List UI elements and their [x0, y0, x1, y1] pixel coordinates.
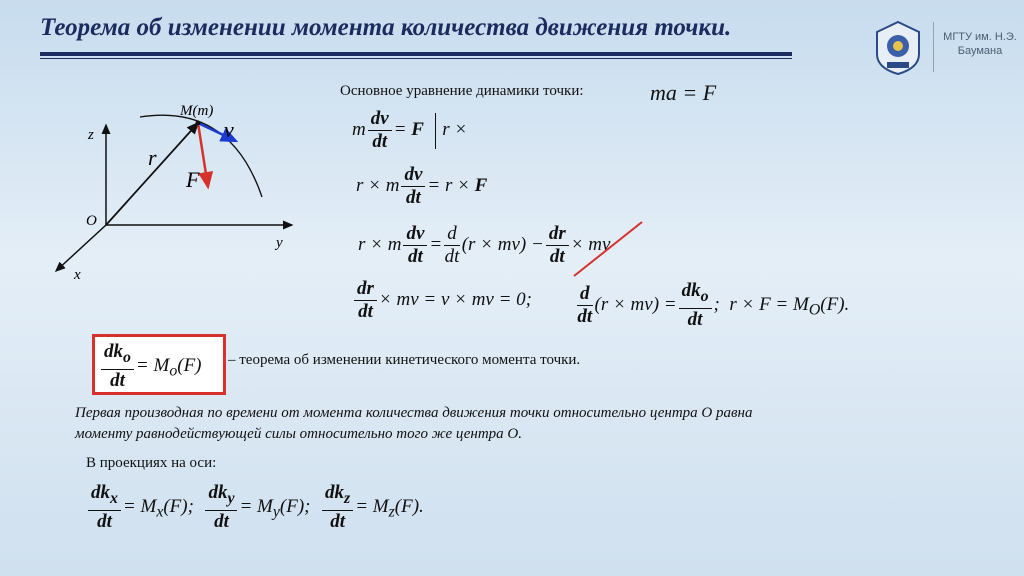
university-name: МГТУ им. Н.Э. Баумана [943, 31, 1017, 57]
equation-1: m $\frac{dv}{dt}$ = F r × [352, 108, 468, 152]
logo-separator [933, 22, 934, 72]
equation-1-multiplier: r × [442, 118, 468, 140]
slide-title: Теорема об изменении момента количества движения точки. [40, 14, 732, 41]
main-equation-label: Основное уравнение динамики точки: [340, 83, 584, 99]
r-vector [106, 123, 198, 225]
point-label: M(m) [180, 103, 214, 119]
equation-4: $\frac{dr}{dt}$ × mv = v × mv = 0; [352, 278, 532, 323]
projection-equations: $\frac{dk_x}{dt}$ = $M_x(F)$; $\frac{dk_y}{dt}$ = $M_y(F)$; $\frac{dk_z}{dt}$ = $M_z(F)$. [86, 482, 424, 533]
theorem-formula-box [92, 334, 226, 395]
trajectory-curve [140, 115, 262, 197]
r-vector-label: r [148, 145, 157, 170]
equation-2: r × m $\frac{dv}{dt}$ = r × F [356, 164, 488, 208]
x-axis [56, 225, 106, 271]
x-axis-label: x [74, 267, 81, 283]
theorem-label: – теорема об изменении кинетического момента точки. [228, 352, 581, 368]
strike-through-mark [570, 220, 650, 280]
equation-5: $\frac{d}{dt}$ (r × mv) = $\frac{dk_o}{dt}$ ; $r \times F = M_O(F)$. [577, 280, 850, 330]
z-axis-label: z [88, 127, 94, 143]
university-emblem-icon [873, 20, 923, 76]
theorem-formula: $\frac{dk_o}{dt}$ = $M_o(F)$ [99, 341, 202, 392]
v-vector-label: v [224, 117, 234, 142]
theorem-statement: Первая производная по времени от момента количества движения точки относительно центра О равна моменту равнодействующей силы относительно того же центра О. [75, 405, 753, 442]
title-underline [40, 52, 792, 56]
y-axis-label: y [276, 235, 283, 251]
vector-diagram [40, 95, 310, 295]
title-underline-thin [40, 58, 792, 59]
main-equation: ma = F [650, 80, 717, 105]
F-vector-label: F [186, 167, 200, 192]
projections-label: В проекциях на оси: [86, 455, 217, 471]
equation-3: r × m $\frac{dv}{dt}$ = $\frac{d}{dt}$ (r × mv) − $\frac{dr}{dt}$ × mv [358, 223, 611, 267]
origin-label: O [86, 213, 97, 229]
F-vector [198, 123, 208, 187]
